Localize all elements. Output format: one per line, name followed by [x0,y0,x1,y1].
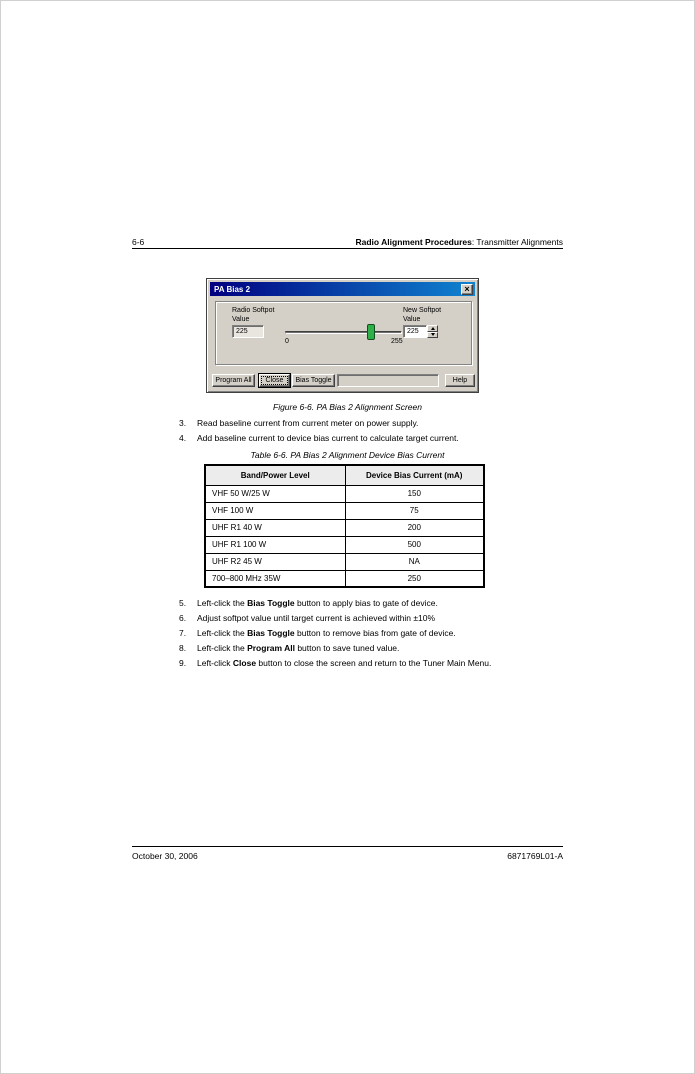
step-text: Left-click the Bias Toggle button to remove bias from gate of device. [197,628,456,638]
table-row [205,570,484,587]
program-all-button[interactable]: Program All [212,374,255,387]
spin-down-icon [431,333,435,336]
band-power-cell: VHF 50 W/25 W [205,485,345,502]
bias-current-cell: 500 [345,536,484,553]
pa-bias-dialog [206,278,479,393]
step-text: Read baseline current from current meter on power supply. [197,418,419,428]
bias-toggle-button[interactable]: Bias Toggle [292,374,335,387]
close-button[interactable]: Close [259,374,290,387]
step-text: Left-click the Program All button to save tuned value. [197,643,400,653]
dialog-close-button[interactable] [461,284,473,295]
spin-up-icon [431,327,435,330]
procedure-steps-after-table [179,598,569,673]
new-softpot-label-line2: Value [403,316,421,324]
softpot-slider-track[interactable] [285,331,402,334]
footer-date: October 30, 2006 [132,851,198,861]
bias-current-cell: 200 [345,519,484,536]
band-power-cell: UHF R1 40 W [205,519,345,536]
band-power-cell: VHF 100 W [205,502,345,519]
running-header [355,237,563,247]
new-softpot-label-line1: New Softpot [403,307,442,314]
footer-rule [132,846,563,847]
table-row [205,485,484,502]
table-header-cell: Device Bias Current (mA) [345,465,484,485]
procedure-step [179,598,569,608]
step-text: Add baseline current to device bias current to calculate target current. [197,433,459,443]
table-header-cell: Band/Power Level [205,465,345,485]
new-softpot-spinner [427,325,438,338]
status-field [337,374,439,387]
softpot-slider-thumb[interactable] [367,324,375,340]
footer-doc-number: 6871769L01-A [507,851,563,861]
procedure-step [179,628,569,638]
table-row [205,553,484,570]
band-power-cell: UHF R2 45 W [205,553,345,570]
band-power-cell: 700–800 MHz 35W [205,570,345,587]
radio-softpot-label-line2: Value [232,316,250,324]
band-power-cell: UHF R1 100 W [205,536,345,553]
step-number: 8. [179,643,187,653]
step-text: Adjust softpot value until target current is achieved within ±10% [197,613,436,623]
step-number: 3. [179,418,187,428]
radio-softpot-value-field: 225 [232,325,264,338]
page-number: 6-6 [132,237,145,247]
dialog-titlebar [210,282,475,296]
slider-min-label: 0 [285,338,289,345]
table-row [205,502,484,519]
slider-max-label: 255 [391,338,403,345]
running-header-section: Radio Alignment Procedures [355,237,472,247]
table-header-row [205,465,484,485]
procedure-step [179,643,569,653]
radio-softpot-label [232,306,274,324]
table-row [205,536,484,553]
step-number: 6. [179,613,187,623]
procedure-steps-before-table [179,418,569,448]
procedure-step [179,433,569,443]
bias-current-cell: 75 [345,502,484,519]
procedure-step [179,613,569,623]
procedure-step [179,658,569,668]
bias-current-table [204,464,485,588]
spin-down-button[interactable] [427,332,438,339]
radio-softpot-label-line1: Radio Softpot [232,307,275,314]
step-text: Left-click the Bias Toggle button to apply bias to gate of device. [197,598,438,608]
dialog-title: PA Bias 2 [214,284,251,294]
step-text: Left-click Close button to close the screen and return to the Tuner Main Menu. [197,658,492,668]
step-number: 4. [179,433,187,443]
new-softpot-label [403,306,441,324]
figure-caption: Figure 6-6. PA Bias 2 Alignment Screen [273,402,422,412]
bias-current-cell: 150 [345,485,484,502]
bias-current-cell: NA [345,553,484,570]
running-header-sub: : Transmitter Alignments [471,237,563,247]
bias-current-cell: 250 [345,570,484,587]
close-icon: × [464,283,470,294]
step-number: 9. [179,658,187,668]
new-softpot-value-input[interactable]: 225 [403,325,427,338]
procedure-step [179,418,569,428]
step-number: 5. [179,598,187,608]
help-button[interactable]: Help [445,374,475,387]
table-caption: Table 6-6. PA Bias 2 Alignment Device Bias Current [250,450,445,460]
step-number: 7. [179,628,187,638]
header-rule [132,248,563,249]
table-row [205,519,484,536]
